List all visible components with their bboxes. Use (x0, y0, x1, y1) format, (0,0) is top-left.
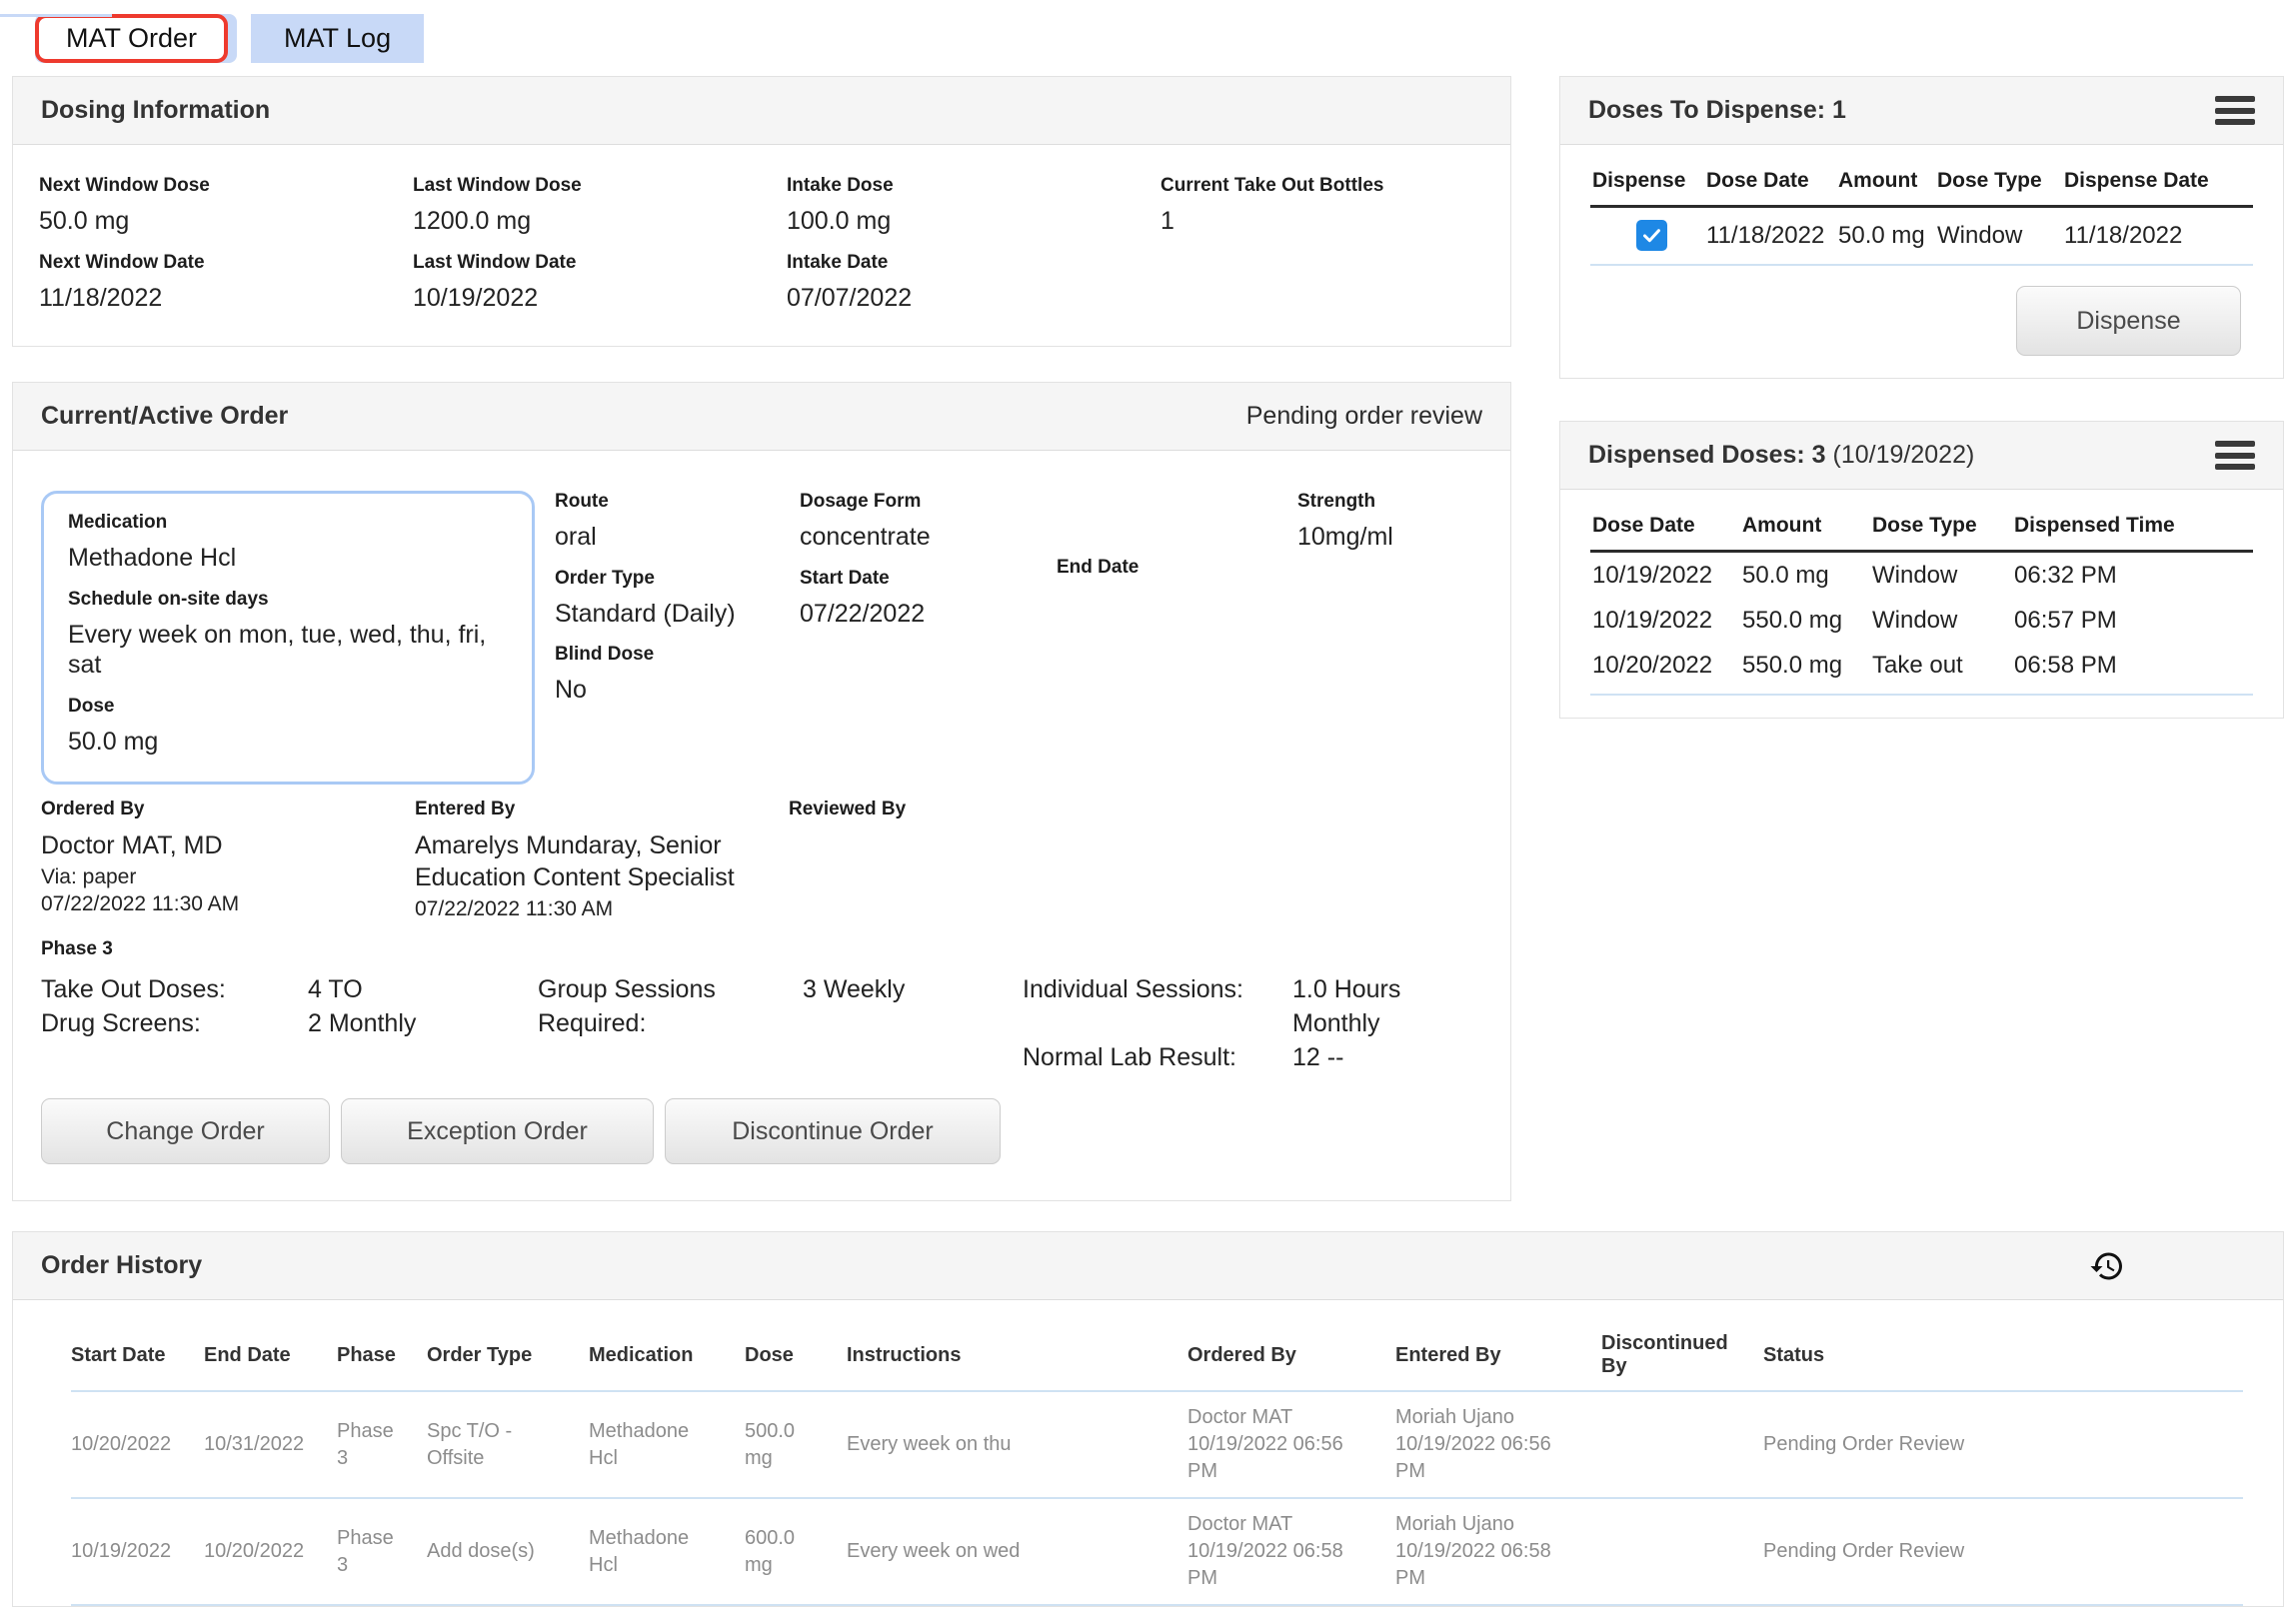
column-header: Entered By (1395, 1332, 1601, 1391)
exception-order-button[interactable]: Exception Order (341, 1098, 654, 1164)
column-header: Dispense (1590, 169, 1704, 207)
table-row (1590, 598, 2253, 643)
reviewed-by-label: Reviewed By (789, 799, 907, 819)
entered-by-name: Moriah Ujano (1395, 1513, 1514, 1536)
dispense-date-cell: 11/18/2022 (2062, 207, 2253, 266)
dosing-col-bottles (1160, 175, 1484, 328)
ordered-by-name: Doctor MAT (1187, 1406, 1293, 1429)
column-header: Discontinued By (1601, 1332, 1763, 1391)
field-label: Intake Dose (787, 175, 894, 196)
dose-type-cell: Window (1935, 207, 2062, 266)
order-history-panel (12, 1231, 2284, 1607)
column-header: Dispense Date (2062, 169, 2253, 207)
entered-by-datetime: 07/22/2022 11:30 AM (415, 897, 614, 920)
phase-values-2 (803, 972, 1023, 1074)
column-header: Phase (337, 1332, 427, 1391)
field-value: 50.0 mg (39, 207, 130, 235)
entered-by-time: 10/19/2022 06:58 PM (1395, 1540, 1551, 1590)
change-order-button[interactable]: Change Order (41, 1098, 330, 1164)
column-header: Medication (589, 1332, 745, 1391)
column-header: Amount (1836, 169, 1935, 207)
medication-value: Methadone Hcl (68, 544, 237, 572)
dosing-information-panel (12, 76, 1511, 347)
column-header: Dose (745, 1332, 847, 1391)
entered-by-cell (1395, 1391, 1601, 1498)
field-label: Last Window Dose (413, 175, 582, 196)
start-date-cell: 10/20/2022 (71, 1391, 204, 1498)
end-date-cell: 10/31/2022 (204, 1391, 337, 1498)
order-type-label: Order Type (555, 567, 655, 589)
order-buttons-row (41, 1098, 1482, 1164)
ordered-by-datetime: 07/22/2022 11:30 AM (41, 892, 240, 916)
table-header-row (1590, 514, 2253, 552)
medication-cell: Methadone Hcl (589, 1391, 745, 1498)
end-date-column (1057, 491, 1297, 785)
take-out-doses-value: 4 TO (308, 975, 363, 1004)
ordered-by-time: 10/19/2022 06:58 PM (1187, 1540, 1343, 1590)
table-row (71, 1391, 2243, 1498)
field-label: Next Window Dose (39, 175, 210, 196)
dosage-form-label: Dosage Form (800, 491, 922, 512)
normal-lab-label: Normal Lab Result: (1023, 1043, 1236, 1072)
dosing-information-header (13, 77, 1510, 145)
medication-box-cell (41, 491, 555, 785)
column-header: Dose Type (1935, 169, 2062, 207)
ordered-by-block (41, 799, 415, 922)
order-type-cell: Spc T/O - Offsite (427, 1391, 589, 1498)
end-date-cell: 10/20/2022 (204, 1498, 337, 1605)
current-active-order-title: Current/Active Order (41, 402, 289, 430)
entered-by-label: Entered By (415, 799, 516, 819)
dispensed-doses-table (1590, 514, 2253, 696)
field-value: 10/19/2022 (413, 283, 539, 312)
table-header-row (71, 1332, 2243, 1391)
column-header: End Date (204, 1332, 337, 1391)
dispense-button-row (1560, 266, 2283, 378)
column-header: Order Type (427, 1332, 589, 1391)
individual-sessions-label: Individual Sessions: (1023, 975, 1243, 1004)
table-row (1590, 207, 2253, 266)
status-cell: Pending Order Review (1763, 1498, 2243, 1605)
column-header: Amount (1740, 514, 1870, 552)
medication-cell: Methadone Hcl (589, 1498, 745, 1605)
doses-to-dispense-title: Doses To Dispense: 1 (1588, 96, 1846, 124)
table-header-row (1590, 169, 2253, 207)
end-date-label: End Date (1057, 557, 1140, 578)
dispensed-doses-header (1560, 422, 2283, 490)
phase-labels-3 (1023, 972, 1292, 1074)
discontinued-by-cell (1601, 1391, 1763, 1498)
ordered-by-cell (1187, 1498, 1395, 1605)
current-active-order-body (13, 451, 1510, 1200)
drug-screens-value: 2 Monthly (308, 1009, 417, 1038)
entered-by-cell (1395, 1498, 1601, 1605)
hamburger-menu-icon[interactable] (2215, 96, 2255, 125)
blind-dose-value: No (555, 676, 587, 704)
main-content (12, 76, 2284, 1201)
dose-cell: 500.0 mg (745, 1391, 847, 1498)
field-label: Next Window Date (39, 251, 205, 273)
tab-mat-order[interactable] (35, 14, 228, 63)
dispensed-time-cell: 06:58 PM (2012, 643, 2253, 695)
left-column (12, 76, 1511, 1201)
table-row (1590, 552, 2253, 599)
current-active-order-header (13, 383, 1510, 451)
table-row (1590, 643, 2253, 695)
dose-type-cell: Take out (1870, 643, 2012, 695)
column-header: Instructions (847, 1332, 1187, 1391)
ordered-by-cell (1187, 1391, 1395, 1498)
strength-column (1297, 491, 1482, 785)
drug-screens-label: Drug Screens: (41, 1009, 201, 1038)
entered-by-block (415, 799, 789, 922)
dispense-checkbox-cell (1590, 207, 1704, 266)
order-type-value: Standard (Daily) (555, 599, 736, 628)
amount-cell: 550.0 mg (1740, 643, 1870, 695)
tab-bar (35, 14, 2296, 63)
status-cell: Pending Order Review (1763, 1391, 2243, 1498)
blind-dose-label: Blind Dose (555, 644, 655, 665)
take-out-doses-label: Take Out Doses: (41, 975, 226, 1004)
individual-sessions-value: 1.0 Hours Monthly (1292, 975, 1401, 1038)
phase-values-3 (1292, 972, 1482, 1074)
tab-mat-log-label: MAT Log (284, 23, 392, 53)
current-active-order-panel (12, 382, 1511, 1201)
doses-to-dispense-panel (1559, 76, 2284, 379)
start-date-value: 07/22/2022 (800, 599, 926, 628)
dosage-form-value: concentrate (800, 523, 931, 551)
discontinued-by-cell (1601, 1498, 1763, 1605)
instructions-cell: Every week on wed (847, 1498, 1187, 1605)
dispensed-doses-date: (10/19/2022) (1832, 441, 1975, 469)
history-icon[interactable] (2089, 1248, 2125, 1284)
dispensed-time-cell: 06:57 PM (2014, 607, 2117, 634)
field-label: Intake Date (787, 251, 889, 273)
dose-date-cell: 10/20/2022 (1590, 643, 1740, 695)
field-value: 1 (1160, 207, 1174, 235)
column-header: Dispensed Time (2012, 514, 2253, 552)
phase-cell: Phase 3 (337, 1498, 427, 1605)
dose-type-cell: Window (1872, 607, 1958, 634)
tab-mat-order-highlight (35, 14, 237, 63)
column-header: Status (1763, 1332, 2243, 1391)
field-label: Current Take Out Bottles (1160, 175, 1384, 196)
order-fields-grid (41, 491, 1482, 785)
dose-cell: 600.0 mg (745, 1498, 847, 1605)
strength-label: Strength (1297, 491, 1376, 512)
dose-type-cell: Window (1872, 562, 1958, 589)
table-row (71, 1498, 2243, 1605)
dose-date-cell: 10/19/2022 (1592, 562, 1713, 589)
check-icon (1641, 225, 1662, 246)
start-date-label: Start Date (800, 567, 890, 589)
dosing-col-next-window (39, 175, 413, 328)
phase-values-1 (308, 972, 538, 1074)
reviewed-by-block (789, 799, 1482, 922)
dispensed-doses-title (1588, 441, 1974, 470)
dosage-form-column (800, 491, 1057, 785)
order-type-cell: Add dose(s) (427, 1498, 589, 1605)
order-history-title: Order History (41, 1251, 203, 1280)
normal-lab-value: 12 -- (1292, 1043, 1344, 1072)
tab-mat-order-label: MAT Order (66, 23, 198, 53)
dosing-information-body (13, 145, 1510, 346)
entered-by-name: Moriah Ujano (1395, 1406, 1514, 1429)
medication-box (41, 491, 535, 785)
discontinue-order-button[interactable]: Discontinue Order (665, 1098, 1001, 1164)
group-sessions-label: Group Sessions Required: (538, 975, 716, 1038)
page-top-accent (0, 14, 112, 17)
schedule-label: Schedule on-site days (68, 588, 269, 610)
phase-title: Phase 3 (41, 938, 113, 960)
doses-to-dispense-table (1590, 169, 2253, 266)
schedule-value: Every week on mon, tue, wed, thu, fri, sat (68, 620, 487, 679)
amount-cell: 550.0 mg (1742, 607, 1843, 634)
field-value: 11/18/2022 (39, 283, 163, 312)
dose-date-cell: 10/19/2022 (1592, 607, 1713, 634)
ordered-by-name: Doctor MAT, MD (41, 831, 223, 859)
phase-grid (41, 972, 1482, 1074)
ordered-by-time: 10/19/2022 06:56 PM (1187, 1433, 1343, 1483)
hamburger-menu-icon[interactable] (2215, 441, 2255, 470)
dispensed-doses-count: Dispensed Doses: 3 (1588, 441, 1826, 469)
route-label: Route (555, 491, 609, 512)
amount-cell: 50.0 mg (1836, 207, 1935, 266)
instructions-cell: Every week on thu (847, 1391, 1187, 1498)
ordered-by-via: Via: paper (41, 865, 137, 888)
medication-label: Medication (68, 512, 168, 533)
ordered-by-name: Doctor MAT (1187, 1513, 1293, 1536)
dispense-button[interactable]: Dispense (2016, 286, 2241, 356)
phase-labels-1 (41, 972, 308, 1074)
group-sessions-value: 3 Weekly (803, 975, 906, 1004)
column-header: Dose Type (1870, 514, 2012, 552)
ordered-by-label: Ordered By (41, 799, 145, 819)
doses-to-dispense-header (1560, 77, 2283, 145)
column-header: Dose Date (1704, 169, 1836, 207)
route-column (555, 491, 800, 785)
order-history-header (13, 1232, 2283, 1300)
tab-mat-log[interactable] (251, 14, 424, 63)
order-people-grid (41, 799, 1482, 922)
right-column (1559, 76, 2284, 719)
entered-by-name: Amarelys Mundaray, Senior Education Content Specialist (415, 831, 735, 891)
phase-section (41, 938, 1482, 1074)
strength-value: 10mg/ml (1297, 523, 1393, 551)
field-value: 1200.0 mg (413, 207, 532, 235)
order-history-table (71, 1332, 2243, 1606)
order-status-text: Pending order review (1245, 402, 1482, 430)
dose-label: Dose (68, 695, 115, 717)
start-date-cell: 10/19/2022 (71, 1498, 204, 1605)
column-header: Dose Date (1590, 514, 1740, 552)
column-header: Start Date (71, 1332, 204, 1391)
dispensed-doses-panel (1559, 421, 2284, 719)
field-value: 07/07/2022 (787, 283, 913, 312)
phase-labels-2 (538, 972, 803, 1074)
route-value: oral (555, 523, 597, 551)
dosing-col-intake (787, 175, 1160, 328)
column-header: Ordered By (1187, 1332, 1395, 1391)
dose-value: 50.0 mg (68, 727, 159, 756)
dosing-col-last-window (413, 175, 787, 328)
dispensed-time-cell: 06:32 PM (2014, 562, 2117, 589)
entered-by-time: 10/19/2022 06:56 PM (1395, 1433, 1551, 1483)
phase-cell: Phase 3 (337, 1391, 427, 1498)
dose-date-cell: 11/18/2022 (1704, 207, 1836, 266)
amount-cell: 50.0 mg (1742, 562, 1829, 589)
field-label: Last Window Date (413, 251, 577, 273)
dosing-information-title: Dosing Information (41, 96, 271, 124)
dispense-checkbox[interactable] (1636, 220, 1667, 251)
field-value: 100.0 mg (787, 207, 892, 235)
